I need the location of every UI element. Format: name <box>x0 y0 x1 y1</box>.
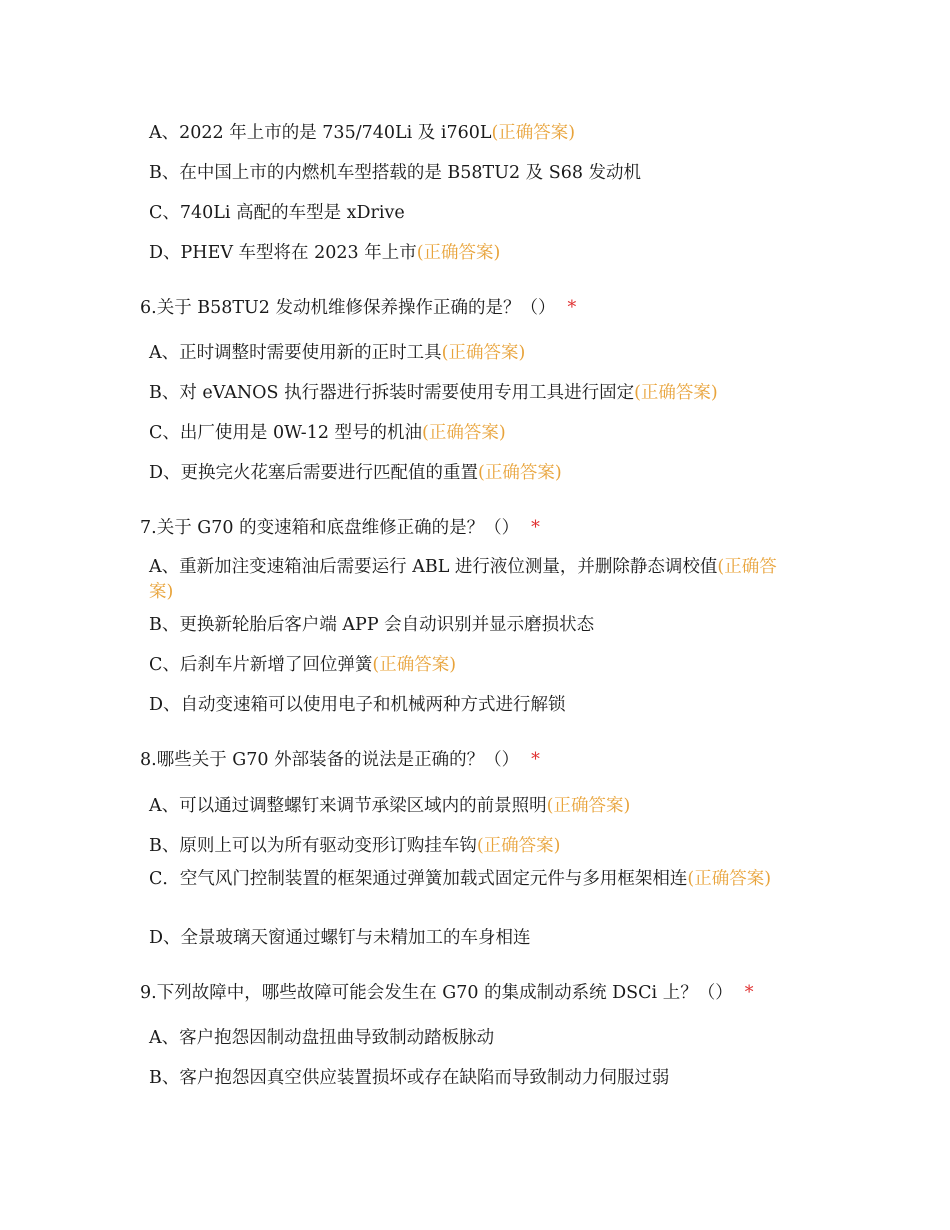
q5-option-b <box>149 161 799 186</box>
q8-option-b <box>149 834 799 859</box>
option-text: B、更换新轮胎后客户端 APP 会自动识别并显示磨损状态 <box>149 615 595 635</box>
required-mark: * <box>744 983 754 1003</box>
correct-answer-tag: (正确答案) <box>687 869 772 889</box>
question-7-title: 7.关于 G70 的变速箱和底盘维修正确的是？（） * <box>140 518 540 538</box>
option-text: A、客户抱怨因制动盘扭曲导致制动踏板脉动 <box>149 1028 495 1048</box>
required-mark: * <box>531 518 540 538</box>
q7-option-c <box>149 653 799 678</box>
option-text: A、正时调整时需要使用新的正时工具 <box>149 343 442 363</box>
option-text: D、更换完火花塞后需要进行匹配值的重置 <box>149 463 479 483</box>
option-text: C、出厂使用是 0W-12 型号的机油 <box>149 423 423 443</box>
q7-option-a <box>149 555 799 605</box>
option-text: B、原则上可以为所有驱动变形订购挂车钩 <box>149 836 477 856</box>
correct-answer-tag: (正确答案) <box>478 463 562 483</box>
question-6-title: 6.关于 B58TU2 发动机维修保养操作正确的是？（） * <box>140 298 577 318</box>
correct-answer-tag: (正确答案) <box>416 243 501 263</box>
correct-answer-tag: (正确答案) <box>372 655 457 675</box>
q5-option-c <box>149 201 799 226</box>
q8-option-d <box>149 926 799 951</box>
required-mark: * <box>567 298 577 318</box>
q9-option-b <box>149 1066 799 1091</box>
option-text: B、客户抱怨因真空供应装置损坏或存在缺陷而导致制动力伺服过弱 <box>149 1068 670 1088</box>
correct-answer-tag: (正确答案) <box>476 836 561 856</box>
correct-answer-tag: (正确答案) <box>546 796 631 816</box>
option-text: D、PHEV 车型将在 2023 年上市 <box>149 243 417 263</box>
correct-answer-tag: (正确答案) <box>441 343 526 363</box>
q5-option-d <box>149 241 799 266</box>
correct-answer-tag: (正确答案) <box>634 383 718 403</box>
option-text: B、对 eVANOS 执行器进行拆装时需要使用专用工具进行固定 <box>149 383 635 403</box>
option-text: A、可以通过调整螺钉来调节承梁区域内的前景照明 <box>149 796 547 816</box>
q6-option-c <box>149 421 799 446</box>
option-text: A、重新加注变速箱油后需要运行 ABL 进行液位测量，并删除静态调校值 <box>149 557 718 577</box>
question-8-title: 8.哪些关于 G70 外部装备的说法是正确的？（） * <box>140 750 540 770</box>
q6-option-b <box>149 381 799 406</box>
correct-answer-tag: (正确答案) <box>491 123 576 143</box>
option-text: D、自动变速箱可以使用电子和机械两种方式进行解锁 <box>149 695 566 715</box>
q6-option-a <box>149 341 799 366</box>
question-9-title: 9.下列故障中，哪些故障可能会发生在 G70 的集成制动系统 DSCi 上？（） * <box>140 983 754 1003</box>
q7-option-d <box>149 693 799 718</box>
q5-option-a <box>149 121 799 146</box>
option-text: C、740Li 高配的车型是 xDrive <box>149 203 405 223</box>
correct-answer-tag: (正确答案) <box>149 557 777 602</box>
option-text: C．空气风门控制装置的框架通过弹簧加载式固定元件与多用框架相连 <box>149 869 688 889</box>
option-text: B、在中国上市的内燃机车型搭载的是 B58TU2 及 S68 发动机 <box>149 163 642 183</box>
q7-option-b <box>149 613 799 638</box>
q8-option-a <box>149 794 799 819</box>
option-text: D、全景玻璃天窗通过螺钉与未精加工的车身相连 <box>149 928 531 948</box>
option-text: A、2022 年上市的是 735/740Li 及 i760L <box>149 123 492 143</box>
required-mark: * <box>531 750 540 770</box>
q8-option-c <box>149 867 799 892</box>
q6-option-d <box>149 461 799 486</box>
correct-answer-tag: (正确答案) <box>422 423 506 443</box>
option-text: C、后刹车片新增了回位弹簧 <box>149 655 373 675</box>
q9-option-a <box>149 1026 799 1051</box>
